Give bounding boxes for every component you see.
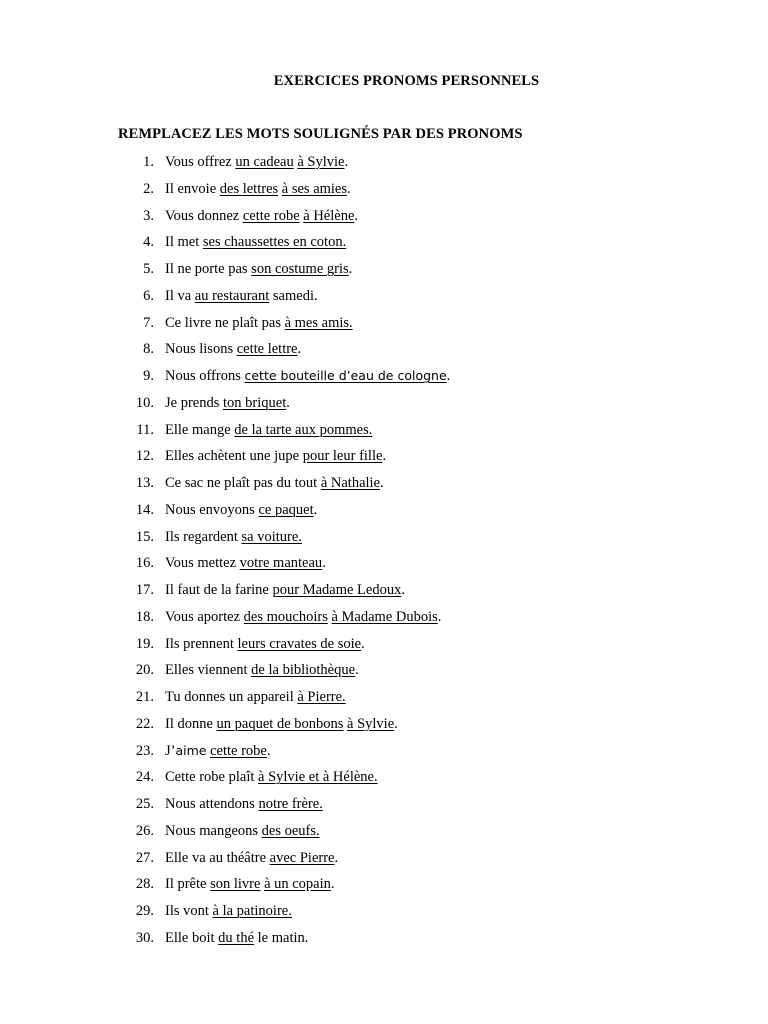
exercise-number: 15. [135, 528, 154, 545]
underlined-phrase: avec Pierre [269, 849, 335, 866]
exercise-sentence [165, 553, 326, 573]
exercise-number: 8. [143, 341, 154, 358]
exercise-sentence [165, 714, 398, 734]
exercise-sentence [165, 232, 346, 252]
exercise-sentence [165, 794, 323, 814]
sentence-text: Ils prennent [165, 635, 238, 652]
sentence-text: Nous mangeons [165, 822, 262, 839]
underlined-phrase: ses chaussettes en coton. [202, 234, 347, 251]
underlined-phrase: cette robe [210, 742, 267, 759]
sentence-text: . [355, 662, 359, 679]
sentence-text: . [446, 368, 451, 384]
underlined-phrase: des lettres [219, 180, 279, 197]
sentence-text: . [334, 849, 339, 866]
sentence-text: Vous offrez [165, 154, 236, 170]
sentence-text: . [347, 180, 351, 197]
exercise-number: 3. [143, 207, 154, 224]
sentence-text: aime [175, 742, 207, 758]
exercise-number: 30. [135, 929, 154, 946]
exercise-sentence [165, 580, 405, 600]
sentence-text: . [394, 715, 398, 732]
sentence-text: Nous lisons [165, 341, 237, 358]
underlined-phrase: cette bouteille d’eau de cologne [244, 368, 447, 383]
exercise-sentence [165, 607, 441, 627]
exercise-number: 27. [135, 849, 154, 866]
underlined-phrase: pour leur fille [302, 448, 383, 465]
exercise-sentence [165, 634, 365, 654]
underlined-phrase: à mes amis. [284, 314, 353, 331]
exercise-number: 18. [135, 608, 154, 625]
underlined-phrase: votre manteau [239, 555, 323, 572]
exercise-number: 13. [135, 475, 154, 491]
underlined-phrase: à un copain [264, 876, 331, 893]
sentence-text: Il faut de la farine [165, 582, 273, 598]
exercise-number: 2. [143, 180, 154, 197]
underlined-phrase: sa voiture. [241, 528, 302, 545]
sentence-text: Il donne [165, 715, 217, 732]
underlined-phrase: à Sylvie et à Hélène. [258, 769, 378, 786]
exercise-number: 4. [143, 234, 154, 251]
underlined-phrase: à Sylvie [347, 715, 395, 732]
sentence-text: . [344, 154, 349, 170]
underlined-phrase: à ses amies [281, 180, 348, 197]
exercise-number: 14. [135, 501, 154, 518]
sentence-text: samedi. [269, 287, 318, 304]
sentence-text: Ce sac ne plaît pas du tout [165, 475, 321, 491]
underlined-phrase: un paquet de bonbons [216, 715, 344, 732]
exercise-sentence [165, 286, 318, 306]
sentence-text: Elle mange [165, 421, 235, 438]
sentence-text: le matin. [254, 929, 309, 946]
sentence-text: Ils regardent [165, 528, 242, 545]
sentence-text: . [380, 475, 384, 491]
sentence-text: . [266, 742, 271, 759]
sentence-text: . [382, 448, 387, 465]
exercise-number: 26. [135, 822, 154, 839]
sentence-text: Vous aportez [165, 608, 244, 625]
sentence-text: . [361, 635, 365, 652]
exercise-sentence [165, 848, 338, 868]
exercise-sentence [165, 473, 384, 493]
exercise-number: 16. [135, 555, 154, 572]
exercise-number: 21. [135, 689, 154, 705]
sentence-text: Tu donnes un appareil [165, 689, 298, 705]
underlined-phrase: notre frère. [258, 796, 323, 812]
exercise-sentence [165, 901, 292, 921]
underlined-phrase: à Nathalie [320, 475, 381, 491]
underlined-phrase: ton briquet [223, 394, 287, 411]
exercise-number: 7. [143, 314, 154, 331]
sentence-text: . [348, 261, 353, 277]
exercise-sentence [165, 259, 352, 279]
exercise-number: 6. [143, 287, 154, 304]
sentence-text: Il prête [165, 876, 211, 893]
exercise-number: 1. [143, 154, 154, 170]
underlined-phrase: cette robe [242, 207, 300, 224]
sentence-text: Il ne porte pas [165, 261, 252, 277]
sentence-text: Elle boit [165, 929, 219, 946]
sentence-text: Cette robe plaît [165, 769, 259, 786]
sentence-text: Nous offrons [165, 368, 245, 384]
underlined-phrase: à Pierre. [297, 689, 346, 705]
sentence-text: . [437, 608, 442, 625]
exercise-sentence [165, 206, 358, 226]
sentence-text: . [286, 394, 290, 411]
exercise-sentence [165, 179, 351, 199]
underlined-phrase: son costume gris [251, 261, 349, 277]
exercise-number: 25. [135, 796, 154, 812]
sentence-text: . [297, 341, 302, 358]
sentence-text: Il va [165, 287, 195, 304]
underlined-phrase: au restaurant [194, 287, 270, 304]
underlined-phrase: un cadeau [235, 154, 294, 170]
exercise-sentence [165, 420, 372, 440]
exercise-sentence [165, 446, 386, 466]
exercise-number: 24. [135, 769, 154, 786]
exercise-number: 22. [135, 715, 154, 732]
underlined-phrase: pour Madame Ledoux [272, 582, 402, 598]
underlined-phrase: des oeufs. [261, 822, 320, 839]
sentence-text: . [322, 555, 326, 572]
sentence-text: J’ [165, 742, 176, 759]
sentence-text: Ils vont [165, 903, 213, 919]
exercise-number: 11. [136, 421, 154, 438]
exercise-number: 19. [135, 635, 154, 652]
exercise-number: 23. [135, 742, 154, 759]
underlined-phrase: à la patinoire. [212, 903, 292, 919]
sentence-text: Nous envoyons [165, 501, 259, 518]
sentence-text: Il envoie [165, 180, 220, 197]
sentence-text: Nous attendons [165, 796, 259, 812]
underlined-phrase: son livre [210, 876, 261, 893]
exercise-number: 10. [135, 394, 154, 411]
sentence-text: Vous mettez [165, 555, 240, 572]
sentence-text: . [354, 207, 359, 224]
exercise-sentence [165, 660, 359, 680]
exercise-number: 29. [135, 903, 154, 919]
exercise-sentence [165, 366, 450, 386]
underlined-phrase: ce paquet [258, 501, 314, 518]
underlined-phrase: à Madame Dubois [331, 608, 438, 625]
underlined-phrase: à Hélène [303, 207, 355, 224]
exercise-sentence [165, 741, 271, 761]
sentence-text: Je prends [165, 394, 223, 411]
underlined-phrase: de la bibliothèque [251, 662, 356, 679]
exercise-sentence [165, 152, 348, 172]
sentence-text: . [330, 876, 335, 893]
exercise-sentence [165, 874, 335, 894]
sentence-text: . [401, 582, 405, 598]
underlined-phrase: cette lettre [236, 341, 298, 358]
underlined-phrase: des mouchoirs [243, 608, 328, 625]
underlined-phrase: du thé [218, 929, 255, 946]
exercise-sentence [165, 767, 378, 787]
exercise-sentence [165, 393, 290, 413]
underlined-phrase: leurs cravates de soie [237, 635, 362, 652]
sentence-text: Elle va au théâtre [165, 849, 270, 866]
underlined-phrase: de la tarte aux pommes. [234, 421, 373, 438]
exercise-sentence [165, 928, 308, 948]
exercise-number: 28. [135, 876, 154, 893]
exercise-sentence [165, 313, 353, 333]
sentence-text: Elles achètent une jupe [165, 448, 303, 465]
exercise-sentence [165, 339, 301, 359]
sentence-text: Vous donnez [165, 207, 243, 224]
sentence-text: Ce livre ne plaît pas [165, 314, 285, 331]
exercise-number: 9. [143, 368, 154, 384]
exercise-sentence [165, 527, 302, 547]
instruction-heading: REMPLACEZ LES MOTS SOULIGNÉS PAR DES PRONOMS [118, 126, 523, 142]
document-title: EXERCICES PRONOMS PERSONNELS [273, 73, 540, 89]
exercise-sentence [165, 687, 346, 707]
exercise-number: 17. [135, 582, 154, 598]
underlined-phrase: à Sylvie [297, 154, 345, 170]
exercise-sentence [165, 821, 320, 841]
exercise-number: 20. [135, 662, 154, 679]
exercise-number: 5. [143, 261, 154, 277]
sentence-text: Il met [165, 234, 203, 251]
sentence-text: Elles viennent [165, 662, 252, 679]
exercise-number: 12. [135, 448, 154, 465]
sentence-text: . [313, 501, 318, 518]
exercise-sentence [165, 500, 317, 520]
